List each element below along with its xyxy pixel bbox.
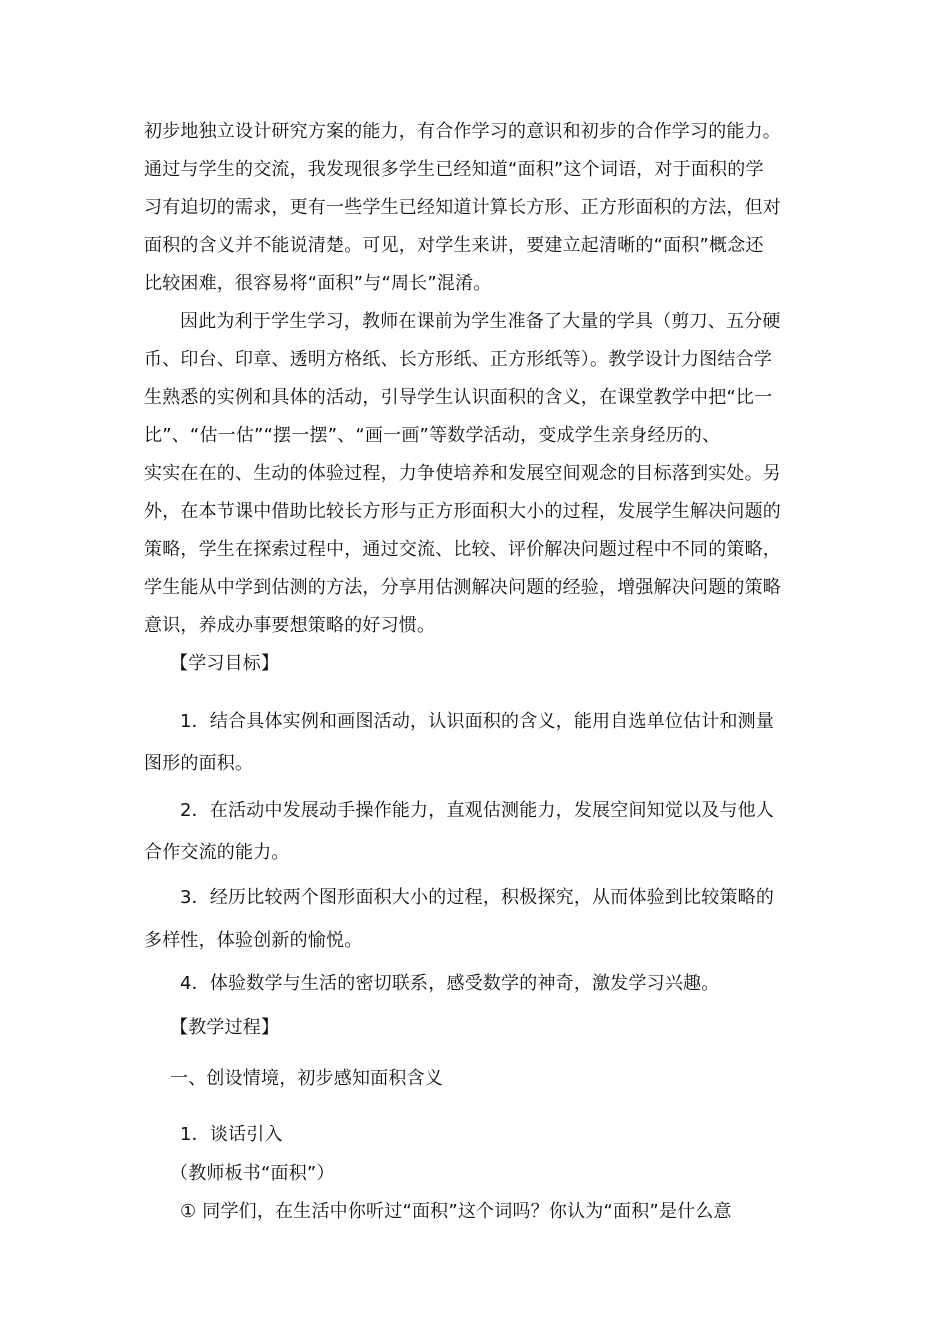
- para2-line-8: 学生能从中学到估测的方法，分享用估测解决问题的经验，增强解决问题的策略: [144, 577, 781, 598]
- objective-3-line-1: 3．经历比较两个图形面积大小的过程，积极探究，从而体验到比较策略的: [180, 887, 775, 908]
- para2-line-6: 外，在本节课中借助比较长方形与正方形面积大小的过程，发展学生解决问题的: [144, 501, 781, 522]
- para2-line-4: 比”、“估一估”“摆一摆”、“画一画”等数学活动，变成学生亲身经历的、: [144, 425, 721, 446]
- objective-1-line-2: 图形的面积。: [144, 753, 254, 774]
- intro-line-1: 初步地独立设计研究方案的能力，有合作学习的意识和初步的合作学习的能力。: [144, 121, 781, 142]
- objective-1-line-1: 1．结合具体实例和画图活动，认识面积的含义，能用自选单位估计和测量: [180, 711, 775, 732]
- para2-line-3: 生熟悉的实例和具体的活动，引导学生认识面积的含义，在课堂教学中把“比一: [144, 387, 773, 408]
- para2-line-1: 因此为利于学生学习，教师在课前为学生准备了大量的学具（剪刀、五分硬: [180, 311, 781, 332]
- section-1-title: 一、创设情境，初步感知面积含义: [170, 1068, 443, 1089]
- heading-process: 【教学过程】: [170, 1017, 280, 1038]
- para2-line-7: 策略，学生在探索过程中，通过交流、比较、评价解决问题过程中不同的策略，: [144, 539, 781, 560]
- intro-line-3: 习有迫切的需求，更有一些学生已经知道计算长方形、正方形面积的方法，但对: [144, 197, 781, 218]
- objective-2-line-1: 2．在活动中发展动手操作能力，直观估测能力，发展空间知觉以及与他人: [180, 800, 775, 821]
- intro-line-5: 比较困难，很容易将“面积”与“周长”混淆。: [144, 273, 492, 294]
- objective-3-line-2: 多样性，体验创新的愉悦。: [144, 930, 363, 951]
- para2-line-2: 币、印台、印章、透明方格纸、长方形纸、正方形纸等）。教学设计力图结合学: [144, 349, 772, 370]
- intro-line-4: 面积的含义并不能说清楚。可见，对学生来讲，要建立起清晰的“面积”概念还: [144, 235, 764, 256]
- objective-4-line-1: 4．体验数学与生活的密切联系，感受数学的神奇，激发学习兴趣。: [180, 973, 720, 994]
- step-1-title: 1．谈话引入: [180, 1124, 283, 1145]
- board-note: （教师板书“面积”）: [170, 1163, 335, 1184]
- intro-line-2: 通过与学生的交流，我发现很多学生已经知道“面积”这个词语，对于面积的学: [144, 159, 764, 180]
- objective-2-line-2: 合作交流的能力。: [144, 842, 290, 863]
- question-1: ① 同学们，在生活中你听过“面积”这个词吗？你认为“面积”是什么意: [180, 1201, 732, 1222]
- para2-line-9: 意识，养成办事要想策略的好习惯。: [144, 615, 436, 636]
- para2-line-5: 实实在在的、生动的体验过程，力争使培养和发展空间观念的目标落到实处。另: [144, 463, 781, 484]
- heading-objectives: 【学习目标】: [170, 653, 280, 674]
